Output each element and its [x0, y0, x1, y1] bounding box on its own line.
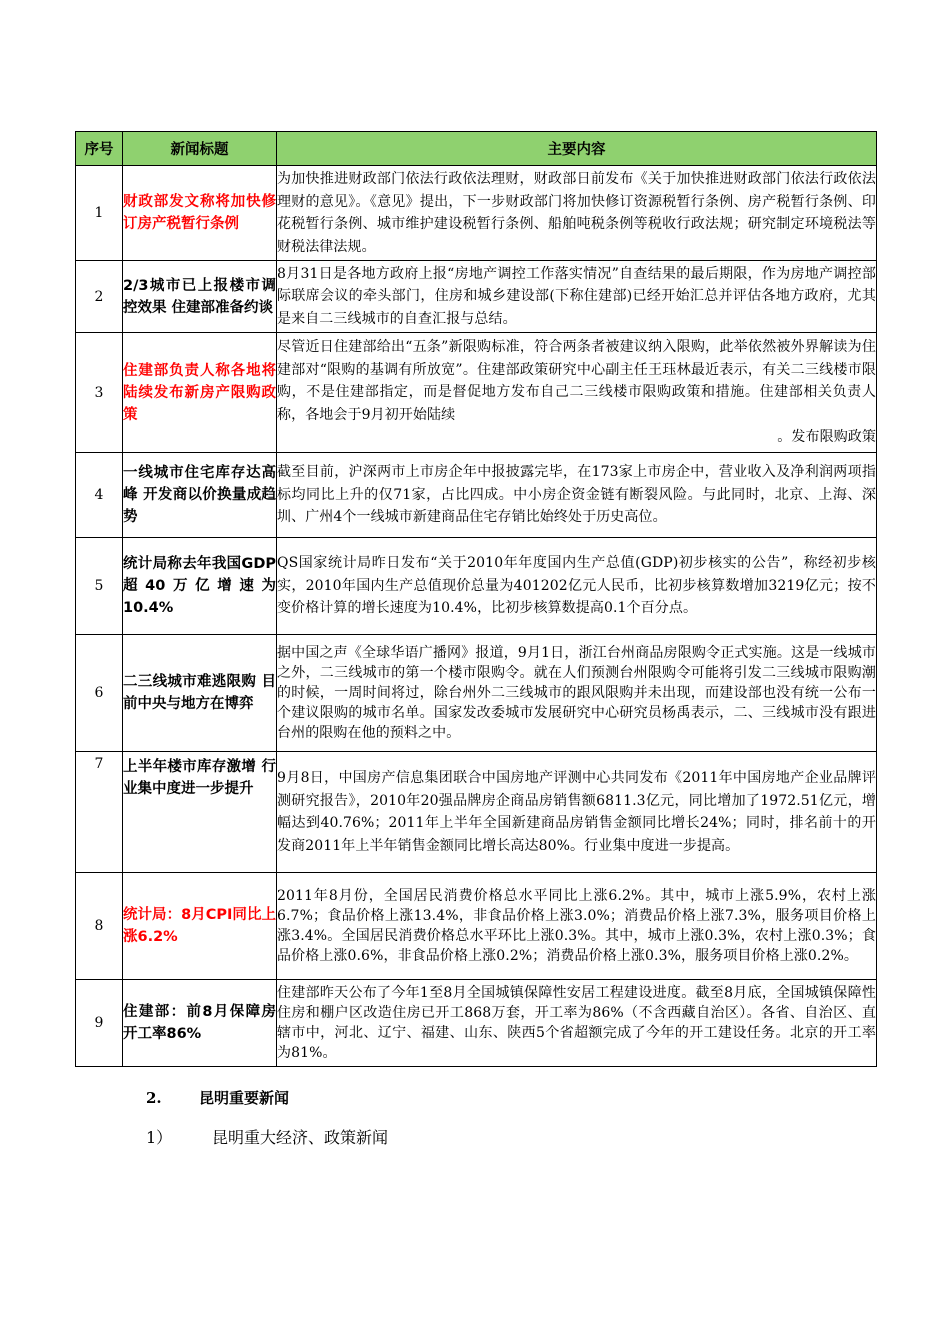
header-content: 主要内容 — [277, 132, 877, 166]
news-table — [75, 131, 877, 1067]
news-title: 统计局称去年我国GDP超40万亿增速为10.4% — [123, 538, 277, 635]
subsection-heading — [146, 1125, 388, 1148]
news-title: 2/3城市已上报楼市调控效果 住建部准备约谈 — [123, 261, 277, 333]
news-title: 一线城市住宅库存达高峰 开发商以价换量成趋势 — [123, 453, 277, 538]
table-row — [76, 166, 877, 261]
table-row — [76, 453, 877, 538]
header-title: 新闻标题 — [123, 132, 277, 166]
table-row — [76, 333, 877, 453]
table-row — [76, 261, 877, 333]
news-title: 住建部：前8月保障房开工率86% — [123, 980, 277, 1067]
section-heading — [146, 1087, 289, 1108]
row-number: 8 — [76, 873, 123, 980]
table-row — [76, 752, 877, 873]
news-content: QS国家统计局昨日发布“关于2010年年度国内生产总值(GDP)初步核实的公告”，称经初步核实，2010年国内生产总值现价总量为401202亿元人民币，比初步核算数增加3219亿元；按不变价格计算的增长速度为10.4%，比初步核算数提高0.1个百分点。 — [277, 538, 877, 635]
row-number: 1 — [76, 166, 123, 261]
news-title: 统计局：8月CPI同比上涨6.2% — [123, 873, 277, 980]
news-content: 截至目前，沪深两市上市房企年中报披露完毕，在173家上市房企中，营业收入及净利润两项指标均同比上升的仅71家，占比四成。中小房企资金链有断裂风险。与此同时，北京、上海、深圳、广州4个一线城市新建商品住宅存销比始终处于历史高位。 — [277, 453, 877, 538]
news-content — [277, 333, 877, 453]
subsection-title: 昆明重大经济、政策新闻 — [212, 1128, 389, 1147]
news-content: 为加快推进财政部门依法行政依法理财，财政部日前发布《关于加快推进财政部门依法行政依法理财的意见》。《意见》提出，下一步财政部门将加快修订资源税暂行条例、房产税暂行条例、印花税暂行条例、城市维护建设税暂行条例、船舶吨税条例等税收行政法规；研究制定环境税法等财税法律法规。 — [277, 166, 877, 261]
section-number: 2. — [146, 1089, 162, 1107]
row-number: 7 — [76, 752, 123, 873]
row-number: 9 — [76, 980, 123, 1067]
row-number: 5 — [76, 538, 123, 635]
news-content-end: 。发布限购政策 — [777, 429, 876, 446]
news-content: 9月8日，中国房产信息集团联合中国房地产评测中心共同发布《2011年中国房地产企业品牌评测研究报告》，2010年20强品牌房企商品房销售额6811.3亿元，同比增加了1972.51亿元，增幅达到40.76%；2011年上半年全国新建商品房销售金额同比增长24%；同时，排名前十的开发商2011年上半年销售金额同比增长高达80%。行业集中度进一步提高。 — [277, 752, 877, 873]
table-row — [76, 873, 877, 980]
subsection-number: 1） — [146, 1128, 173, 1147]
table-row — [76, 980, 877, 1067]
news-content: 2011年8月份，全国居民消费价格总水平同比上涨6.2%。其中，城市上涨5.9%，农村上涨6.7%；食品价格上涨13.4%，非食品价格上涨3.0%；消费品价格上涨7.3%，服务项目价格上涨3.4%。全国居民消费价格总水平环比上涨0.3%。其中，城市上涨0.3%，农村上涨0.3%；食品价格上涨0.6%，非食品价格上涨0.2%；消费品价格上涨0.3%，服务项目价格上涨0.2%。 — [277, 873, 877, 980]
table-row — [76, 635, 877, 752]
row-number: 6 — [76, 635, 123, 752]
news-title: 财政部发文称将加快修订房产税暂行条例 — [123, 166, 277, 261]
news-content: 据中国之声《全球华语广播网》报道，9月1日，浙江台州商品房限购令正式实施。这是一线城市之外，二三线城市的第一个楼市限购令。就在人们预测台州限购令可能将引发二三线城市限购潮的时候，一周时间将过，除台州外二三线城市的跟风限购并未出现，而建设部也没有统一公布一个建议限购的城市名单。国家发改委城市发展研究中心研究员杨禹表示，二、三线城市没有跟进台州的限购在他的预料之中。 — [277, 635, 877, 752]
news-content: 8月31日是各地方政府上报“房地产调控工作落实情况”自查结果的最后期限，作为房地产调控部际联席会议的牵头部门，住房和城乡建设部(下称住建部)已经开始汇总并评估各地方政府，尤其是来自二三线城市的自查汇报与总结。 — [277, 261, 877, 333]
news-content: 住建部昨天公布了今年1至8月全国城镇保障性安居工程建设进度。截至8月底，全国城镇保障性住房和棚户区改造住房已开工868万套，开工率为86%（不含西藏自治区）。各省、自治区、直辖市中，河北、辽宁、福建、山东、陕西5个省超额完成了今年的开工建设任务。北京的开工率为81%。 — [277, 980, 877, 1067]
news-content-text: 尽管近日住建部给出“五条”新限购标准，符合两条者被建议纳入限购，此举依然被外界解读为住建部对“限购的基调有所放宽”。住建部政策研究中心副主任王珏林最近表示，有关二三线楼市限购，不是住建部指定，而是督促地方发布自己二三线楼市限购政策和措施。住建部相关负责人称，各地会于9月初开始陆续 — [277, 339, 876, 423]
news-title: 上半年楼市库存激增 行业集中度进一步提升 — [123, 752, 277, 873]
table-row — [76, 538, 877, 635]
row-number: 4 — [76, 453, 123, 538]
news-title: 二三线城市难逃限购 目前中央与地方在博弈 — [123, 635, 277, 752]
header-no: 序号 — [76, 132, 123, 166]
section-title: 昆明重要新闻 — [199, 1089, 290, 1107]
row-number: 3 — [76, 333, 123, 453]
news-title: 住建部负责人称各地将陆续发布新房产限购政策 — [123, 333, 277, 453]
row-number: 2 — [76, 261, 123, 333]
table-header-row — [76, 132, 877, 166]
